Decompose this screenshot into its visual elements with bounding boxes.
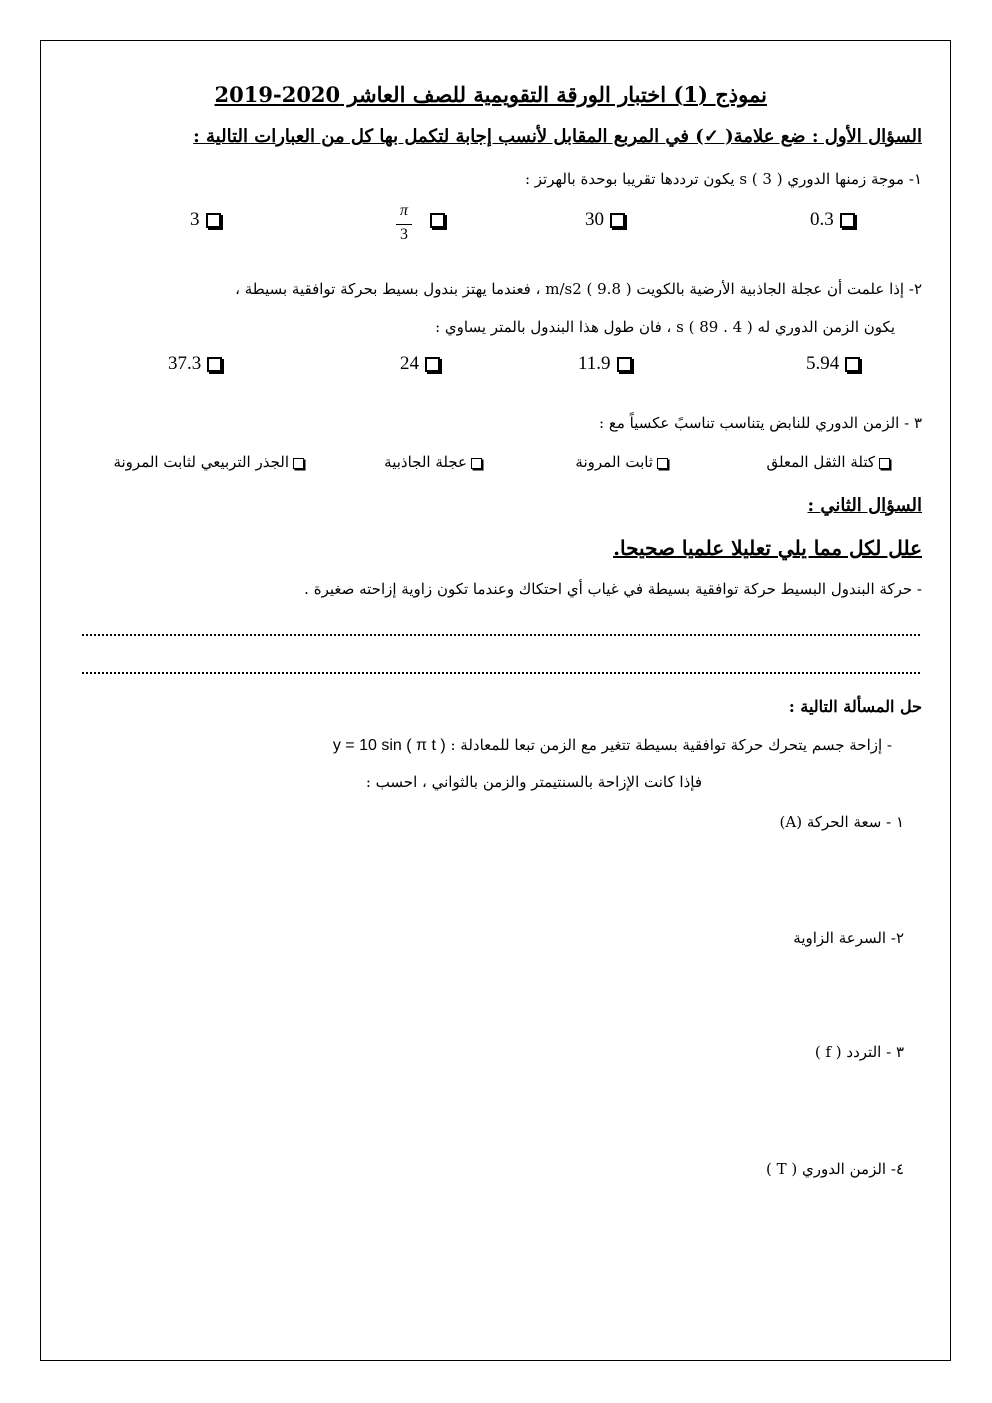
problem-part-3: ٣ - التردد ( f ) [814, 1043, 904, 1061]
fraction-numerator: π [399, 202, 408, 219]
q2-statement: - حركة البندول البسيط حركة توافقية بسيطة في غياب أي احتكاك وعندما تكون زاوية إزاحته صغيرة . [304, 580, 922, 598]
checkbox-icon[interactable] [610, 213, 625, 228]
problem-text: - إزاحة جسم يتحرك حركة توافقية بسيطة تتغير مع الزمن تبعا للمعادلة : [450, 736, 892, 754]
checkbox-icon[interactable] [471, 458, 482, 469]
problem-part-2: ٢- السرعة الزاوية [793, 929, 904, 947]
option-label: ثابت المرونة [575, 453, 653, 471]
checkbox-icon[interactable] [879, 458, 890, 469]
option-label: 37.3 [168, 353, 202, 374]
page-title: نموذج (1) اختبار الورقة التقويمية للصف العاشر 2020-2019 [214, 82, 767, 107]
option-label: 30 [585, 209, 604, 230]
checkbox-icon[interactable] [657, 458, 668, 469]
option-label: 11.9 [578, 353, 611, 374]
checkbox-icon[interactable] [430, 213, 445, 228]
q1-heading: السؤال الأول : ضع علامة( ✓) في المربع المقابل لأنسب إجابة لتكمل بها كل من العبارات التالية : [193, 126, 922, 147]
problem-line1 [333, 736, 892, 755]
q1-item1-option-3[interactable] [394, 202, 454, 246]
checkbox-icon[interactable] [293, 458, 304, 469]
q1-item1-option-4[interactable] [190, 209, 227, 231]
option-label: 5.94 [806, 353, 840, 374]
fraction-denominator: 3 [400, 226, 408, 243]
q1-item2-option-1[interactable] [806, 353, 866, 375]
problem-part-4: ٤- الزمن الدوري ( T ) [765, 1160, 904, 1178]
option-label: الجذر التربيعي لثابت المرونة [113, 453, 289, 471]
q1-item1-option-2[interactable] [585, 209, 631, 231]
checkbox-icon[interactable] [845, 357, 860, 372]
q1-item2-option-3[interactable] [400, 353, 446, 375]
problem-part-1: ١ - سعة الحركة (A) [779, 813, 904, 831]
q2-heading: السؤال الثاني : [807, 495, 922, 516]
checkbox-icon[interactable] [840, 213, 855, 228]
option-label: عجلة الجاذبية [384, 453, 467, 471]
q1-item2-option-2[interactable] [578, 353, 638, 375]
fraction-bar [396, 224, 412, 225]
q1-item2-option-4[interactable] [168, 353, 228, 375]
q2-subheading: علل لكل مما يلي تعليلا علميا صحيحا. [613, 536, 922, 560]
answer-line[interactable] [82, 634, 920, 636]
checkbox-icon[interactable] [207, 357, 222, 372]
problem-line2: فإذا كانت الإزاحة بالسنتيمتر والزمن بالثواني ، احسب : [365, 773, 702, 791]
checkbox-icon[interactable] [617, 357, 632, 372]
checkbox-icon[interactable] [425, 357, 440, 372]
option-label: 3 [190, 209, 200, 230]
q1-item2-text-line2: يكون الزمن الدوري له s ( 89 . 4 ) ، فان طول هذا البندول بالمتر يساوي : [435, 318, 895, 336]
problem-heading: حل المسألة التالية : [788, 697, 922, 716]
q1-item1-option-1[interactable] [810, 209, 861, 231]
q1-item3-text: ٣ - الزمن الدوري للنابض يتناسب تناسبً عكسياً مع : [599, 414, 922, 432]
q1-item3-option-2[interactable] [575, 453, 672, 471]
q1-item3-option-4[interactable] [113, 453, 308, 471]
option-label: 24 [400, 353, 419, 374]
q1-item2-text-line1: ٢- إذا علمت أن عجلة الجاذبية الأرضية بالكويت m/s2 ( 9.8 ) ، فعندما يهتز بندول بسيط بحركة توافقية بسيطة ، [235, 280, 922, 298]
equation: y = 10 sin ( π t ) [332, 737, 446, 754]
answer-line[interactable] [82, 672, 920, 674]
option-label: 0.3 [810, 209, 834, 230]
q1-item3-option-3[interactable] [384, 453, 486, 471]
option-label: كتلة الثقل المعلق [766, 453, 875, 471]
q1-item3-option-1[interactable] [766, 453, 894, 471]
checkbox-icon[interactable] [206, 213, 221, 228]
q1-item1-text: ١- موجة زمنها الدوري s ( 3 ) يكون ترددها تقريبا بوحدة بالهرتز : [524, 170, 922, 188]
